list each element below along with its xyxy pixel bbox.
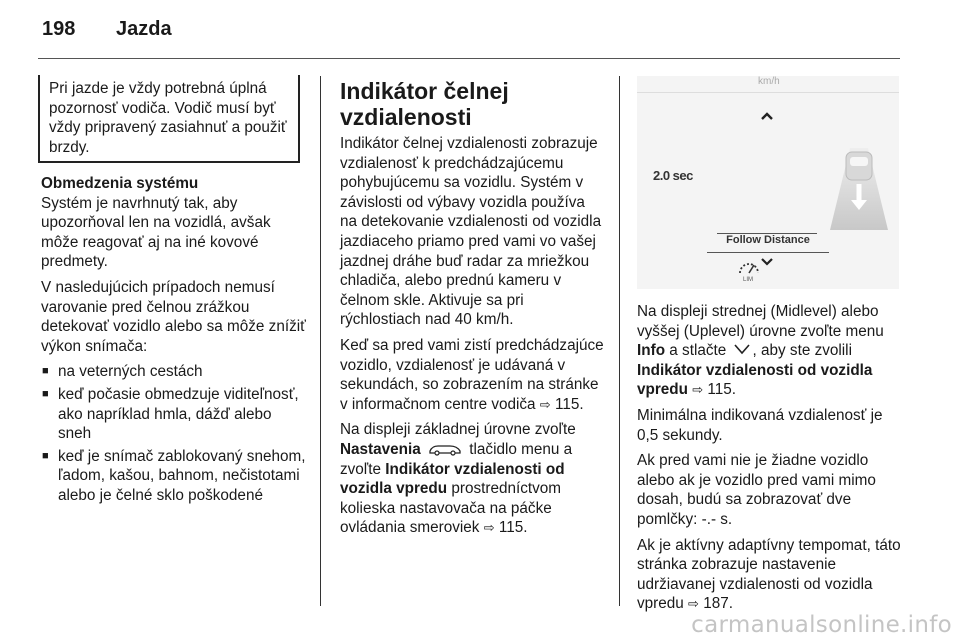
watermark: carmanualsonline.info [691, 612, 952, 638]
section-heading: Indikátor čelnej vzdialenosti [340, 78, 509, 130]
page-ref: 115. [554, 395, 584, 413]
limiter-label: LIM [743, 277, 754, 283]
page-ref-arrow-icon: ⇨ [483, 520, 495, 536]
follow-distance-label: Follow Distance [726, 234, 810, 246]
paragraph: Ak je aktívny adaptívny tempomat, táto stránka zobrazuje nastavenie udržiavanej vzdialenosti od vozidla vpredu ⇨ 187. [637, 536, 901, 613]
instrument-display-image [637, 76, 899, 289]
column-1 [41, 174, 306, 512]
list-item: ■ keď je snímač zablokovaný snehom, ľadom, kašou, bahnom, nečistotami alebo je čelné sklo poškodené [41, 447, 306, 506]
column-3 [637, 302, 902, 620]
system-limits-heading: Obmedzenia systému [41, 175, 199, 192]
display-rule [707, 252, 829, 253]
chevron-down-icon [760, 257, 774, 267]
page-ref: 187. [703, 595, 733, 613]
menu-name: Info [637, 342, 666, 360]
page-ref-arrow-icon: ⇨ [688, 596, 699, 612]
column-2 [340, 78, 605, 544]
paragraph: Minimálna indikovaná vzdialenosť je 0,5 sekundy. [637, 406, 883, 444]
paragraph: Ak pred vami nie je žiadne vozidlo alebo ak je vozidlo pred vami mimo dosah, budú sa zobrazovať dve pomlčky: -.- s. [637, 452, 876, 528]
page-ref: 115. [498, 519, 528, 537]
gap-time-value: 2.0 sec [653, 168, 693, 183]
speedometer-icon [737, 258, 761, 276]
warning-text: Pri jazde je vždy potrebná úplná pozornosť vodiča. Vodič musí byť vždy pripravený zasiahnuť a použiť brzdy. [49, 80, 287, 156]
menu-name: Nastavenia [340, 440, 421, 458]
page-ref-arrow-icon: ⇨ [539, 396, 551, 412]
menu-item-name: Indikátor vzdialenosti od vozidla vpredu [340, 460, 565, 498]
paragraph: Indikátor čelnej vzdialenosti zobrazuje vzdialenosť k predchádzajúcemu pohybujúcemu sa vozidlu. Systém v závislosti od výbavy vozidla používa na detekovanie vzdialenosti od vozidla jazdiaceho priamo pred vami vo vašej jazdnej dráhe buď radar za mriežkou chladiča, alebo prednú kameru v čelnom skle. Aktivuje sa pri rýchlostiach nad 40 km/h. [340, 135, 602, 329]
paragraph: Na displeji základnej úrovne zvoľte Nastavenia tlačidlo menu a zvoľte Indikátor vzdialenosti od vozidla vpredu prostredníctvom kolieska nastavovača na páčke ovládania smeroviek ⇨ 115. [340, 421, 576, 537]
column-divider-1 [320, 76, 321, 606]
speed-unit-label: km/h [758, 76, 780, 87]
limits-list [41, 362, 306, 505]
header-rule [38, 58, 900, 59]
menu-item-name: Indikátor vzdialenosti od vozidla vpredu [637, 361, 873, 399]
display-top-line [637, 92, 899, 93]
page-ref: 115. [707, 381, 737, 399]
page-number: 198 [42, 18, 76, 40]
paragraph: V nasledujúcich prípadoch nemusí varovanie pred čelnou zrážkou detekovať vozidlo alebo sa môže znížiť výkon snímača: [41, 278, 306, 355]
paragraph: Keď sa pred vami zistí predchádzajúce vozidlo, vzdialenosť je udávaná v sekundách, so zobrazením na stránke v informačnom centre vodiča ⇨ 115. [340, 336, 604, 413]
chevron-down-icon [733, 343, 751, 355]
vehicle-ahead-icon [830, 148, 888, 230]
car-settings-icon [428, 442, 462, 456]
paragraph: Na displeji strednej (Midlevel) alebo vyššej (Uplevel) úrovne zvoľte menu Info a stlačte , aby ste zvolili Indikátor vzdialenosti od vozidla vpredu ⇨ 115. [637, 303, 884, 399]
column-divider-2 [619, 76, 620, 606]
paragraph: Systém je navrhnutý tak, aby upozorňoval len na vozidlá, avšak môže reagovať aj na iné kovové predmety. [41, 194, 271, 271]
warning-box [38, 75, 300, 163]
page-ref-arrow-icon: ⇨ [692, 382, 704, 398]
chevron-up-icon [760, 111, 774, 121]
section-title: Jazda [116, 18, 172, 40]
list-item: ■ keď počasie obmedzuje viditeľnosť, ako napríklad hmla, dážď alebo sneh [41, 385, 306, 444]
list-item: ■ na veterných cestách [41, 362, 306, 382]
